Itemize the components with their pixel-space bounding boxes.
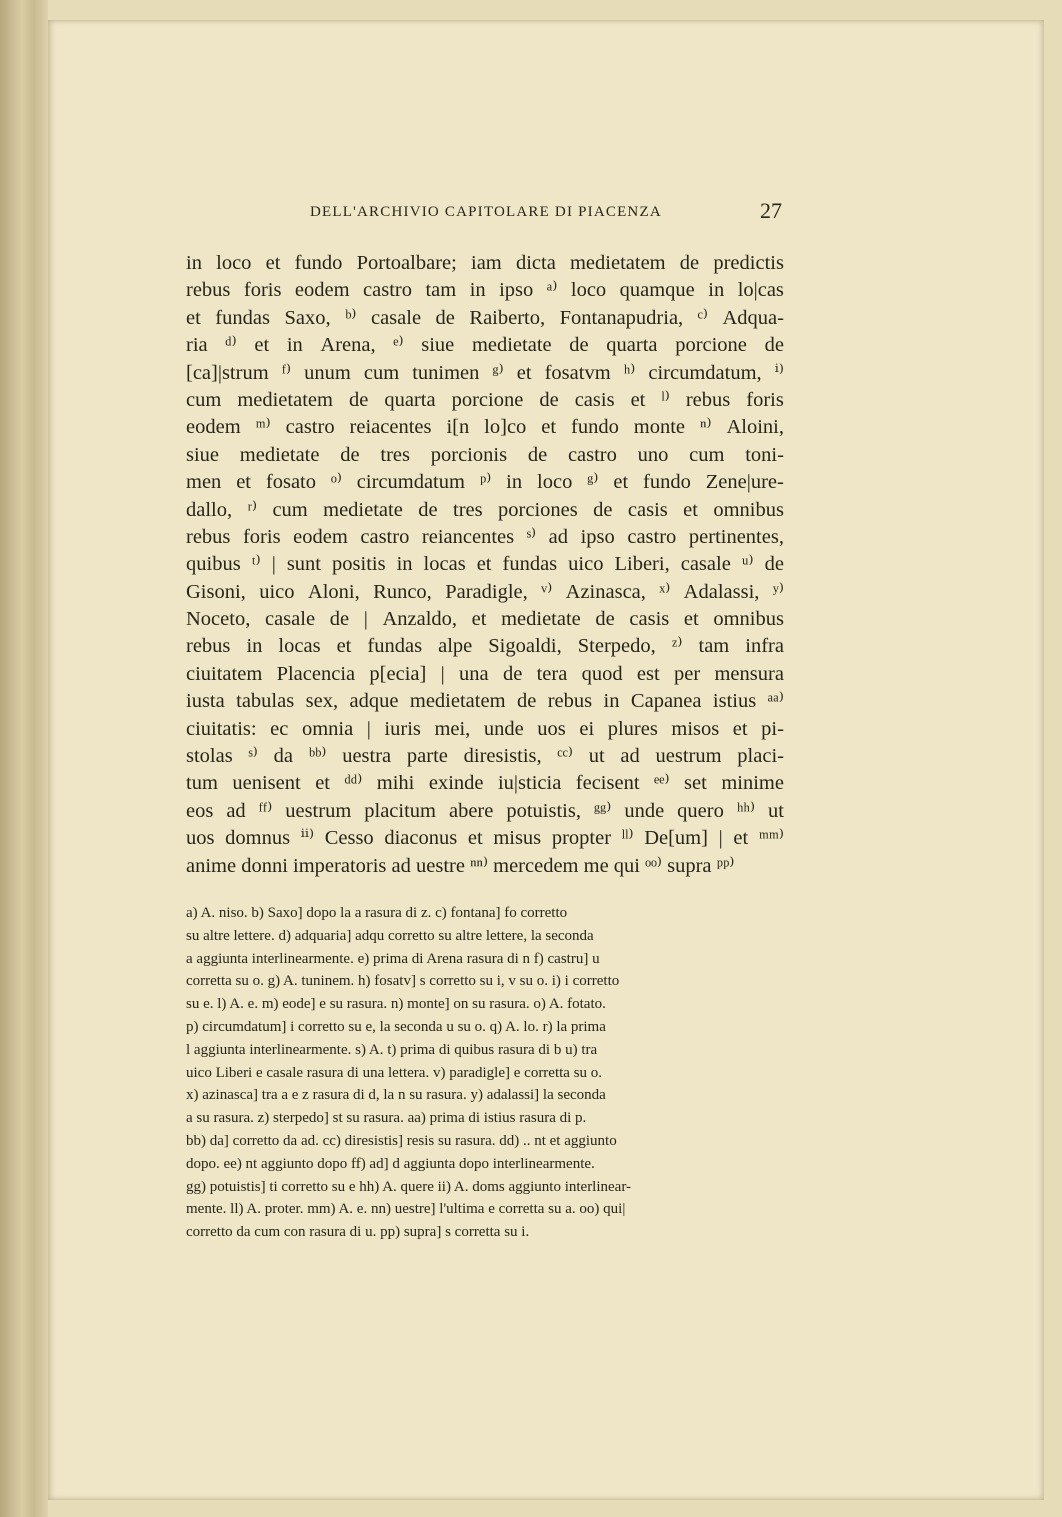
footnote-line: a aggiunta interlinearmente. e) prima di Arena rasura di n f) castru] u xyxy=(186,950,600,967)
footnotes-block xyxy=(186,902,784,1244)
text-line: [ca]|strum ᶠ⁾ unum cum tunimen ᵍ⁾ et fosatvm ʰ⁾ circumdatum, ⁱ⁾ xyxy=(186,361,784,384)
text-line: men et fosato ᵒ⁾ circumdatum ᵖ⁾ in loco ᵍ⁾ et fundo Zene|ure- xyxy=(186,471,784,494)
footnote-line: mente. ll) A. proter. mm) A. e. nn) uestre] l'ultima e corretta su a. oo) qui| xyxy=(186,1201,626,1218)
text-line: tum uenisent et ᵈᵈ⁾ mihi exinde iu|sticia fecisent ᵉᵉ⁾ set minime xyxy=(186,772,784,795)
text-line: stolas ˢ⁾ da ᵇᵇ⁾ uestra parte diresistis, ᶜᶜ⁾ ut ad uestrum placi- xyxy=(186,745,784,768)
footnote-line: corretto da cum con rasura di u. pp) supra] s corretta su i. xyxy=(186,1224,530,1241)
text-line: iusta tabulas sex, adque medietatem de rebus in Capanea istius ᵃᵃ⁾ xyxy=(186,690,784,713)
footnote-line: bb) da] corretto da ad. cc) diresistis] resis su rasura. dd) .. nt et aggiunto xyxy=(186,1132,617,1149)
book-spine-edge xyxy=(0,0,48,1517)
text-line: anime donni imperatoris ad uestre ⁿⁿ⁾ mercedem me qui ᵒᵒ⁾ supra ᵖᵖ⁾ xyxy=(186,854,735,877)
footnote-line: a su rasura. z) sterpedo] st su rasura. aa) prima di istius rasura di p. xyxy=(186,1110,587,1127)
footnote-line: a) A. niso. b) Saxo] dopo la a rasura di z. c) fontana] fo corretto xyxy=(186,905,568,921)
footnote-line: uico Liberi e casale rasura di una lettera. v) paradigle] e corretta su o. xyxy=(186,1064,603,1081)
footnote-line: su altre lettere. d) adquaria] adqu corretto su altre lettere, la seconda xyxy=(186,927,594,944)
running-title: DELL'ARCHIVIO CAPITOLARE DI PIACENZA xyxy=(310,204,662,220)
page-header xyxy=(310,198,790,226)
text-line: ria ᵈ⁾ et in Arena, ᵉ⁾ siue medietate de quarta porcione de xyxy=(186,334,784,357)
text-line: Noceto, casale de | Anzaldo, et medietate de casis et omnibus xyxy=(186,608,784,631)
text-line: ciuitatem Placencia p[ecia] | una de tera quod est per mensura xyxy=(186,662,784,685)
footnote-line: x) azinasca] tra a e z rasura di d, la n su rasura. y) adalassi] la seconda xyxy=(186,1087,606,1104)
footnote-line: dopo. ee) nt aggiunto dopo ff) ad] d aggiunta dopo interlinearmente. xyxy=(186,1155,595,1172)
page-number: 27 xyxy=(760,198,782,223)
footnote-line: corretta su o. g) A. tuninem. h) fosatv] s corretto su i, v su o. i) i corretto xyxy=(186,973,620,990)
text-line: rebus foris eodem castro reiancentes ˢ⁾ ad ipso castro pertinentes, xyxy=(186,525,784,548)
text-line: et fundas Saxo, ᵇ⁾ casale de Raiberto, Fontanapudria, ᶜ⁾ Adqua- xyxy=(186,306,784,329)
text-line: siue medietate de tres porcionis de castro uno cum toni- xyxy=(186,443,784,466)
footnote-line: gg) potuistis] ti corretto su e hh) A. quere ii) A. doms aggiunto interlinear- xyxy=(186,1178,632,1195)
text-line: cum medietatem de quarta porcione de casis et ˡ⁾ rebus foris xyxy=(186,388,784,411)
text-line: eos ad ᶠᶠ⁾ uestrum placitum abere potuistis, ᵍᵍ⁾ unde quero ʰʰ⁾ ut xyxy=(186,799,784,822)
footnote-line: su e. l) A. e. m) eode] e su rasura. n) monte] on su rasura. o) A. fotato. xyxy=(186,996,606,1013)
text-line: rebus in locas et fundas alpe Sigoaldi, Sterpedo, ᶻ⁾ tam infra xyxy=(186,635,784,658)
text-line: Gisoni, uico Aloni, Runco, Paradigle, ᵛ⁾ Azinasca, ˣ⁾ Adalassi, ʸ⁾ xyxy=(186,580,784,603)
text-line: rebus foris eodem castro tam in ipso ᵃ⁾ loco quamque in lo|cas xyxy=(186,279,784,302)
text-line: in loco et fundo Portoalbare; iam dicta medietatem de predictis xyxy=(186,252,784,274)
footnote-line: p) circumdatum] i corretto su e, la seconda u su o. q) A. lo. r) la prima xyxy=(186,1018,606,1035)
main-text-block xyxy=(186,250,784,880)
text-line: eodem ᵐ⁾ castro reiacentes i[n lo]co et fundo monte ⁿ⁾ Aloini, xyxy=(186,416,784,439)
text-line: quibus ᵗ⁾ | sunt positis in locas et fundas uico Liberi, casale ᵘ⁾ de xyxy=(186,553,784,576)
text-line: dallo, ʳ⁾ cum medietate de tres porciones de casis et omnibus xyxy=(186,498,784,521)
text-line: uos domnus ⁱⁱ⁾ Cesso diaconus et misus propter ˡˡ⁾ De[um] | et ᵐᵐ⁾ xyxy=(186,827,784,850)
text-line: ciuitatis: ec omnia | iuris mei, unde uos ei plures misos et pi- xyxy=(186,717,784,740)
footnote-line: l aggiunta interlinearmente. s) A. t) prima di quibus rasura di b u) tra xyxy=(186,1041,598,1058)
